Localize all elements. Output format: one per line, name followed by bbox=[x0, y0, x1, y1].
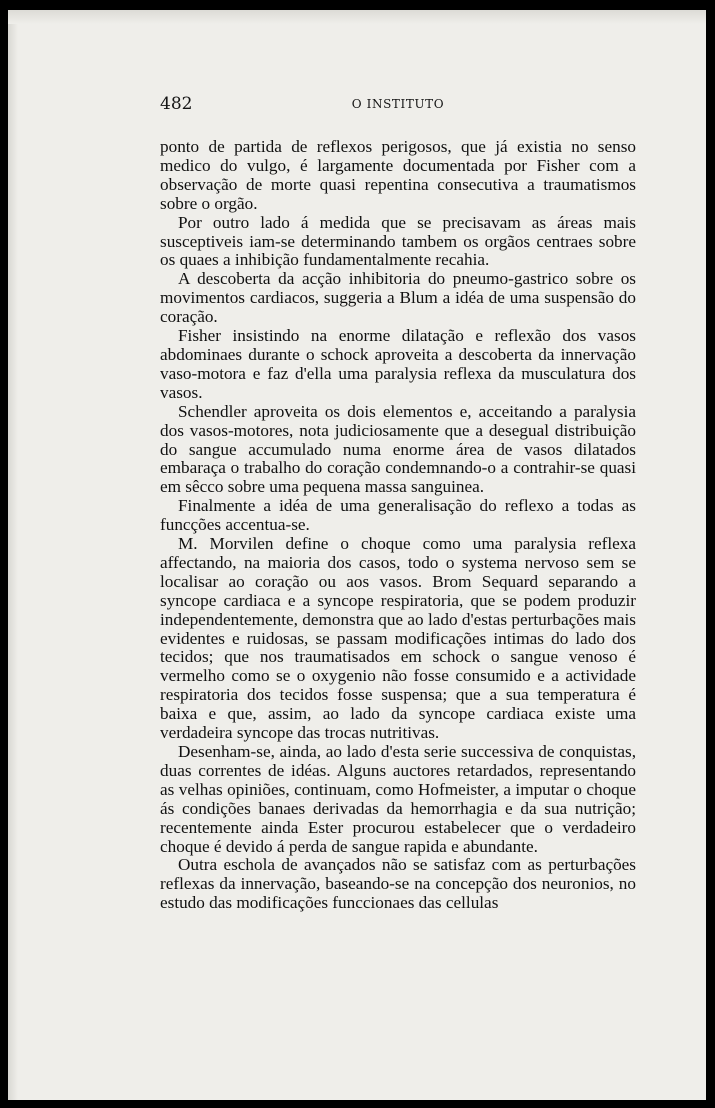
page-number: 482 bbox=[160, 94, 193, 114]
paragraph: Finalmente a idéa de uma generalisação do reflexo a todas as funcções accentua-se. bbox=[160, 496, 636, 535]
paragraph: ponto de partida de reflexos perigosos, que já existia no senso medico do vulgo, é largamente documentada por Fisher com a observação de morte quasi repentina consecutiva a traumatismos sobre o orgão. bbox=[160, 137, 636, 213]
page-header bbox=[160, 94, 636, 118]
scanned-page bbox=[8, 10, 706, 1100]
paragraph: A descoberta da acção inhibitoria do pneumo-gastrico sobre os movimentos cardiacos, suggeria a Blum a idéa de uma suspensão do coração. bbox=[160, 269, 636, 327]
paragraph: Desenham-se, ainda, ao lado d'esta serie successiva de conquistas, duas correntes de idéas. Alguns auctores retardados, representando as velhas opiniões, continuam, como Hofmeister, a imputar o choque ás condições banaes derivadas da hemorrhagia e da sua nutrição; recentemente ainda Ester procurou estabelecer que o verdadeiro choque é devido á perda de sangue rapida e abundante. bbox=[160, 742, 636, 856]
running-title: O INSTITUTO bbox=[351, 97, 445, 111]
paragraph: Outra eschola de avançados não se satisfaz com as perturbações reflexas da innervação, baseando-se na concepção dos neuronios, no estudo das modificações funccionaes das cellulas bbox=[160, 855, 636, 913]
body-text bbox=[160, 138, 636, 913]
paragraph: Schendler aproveita os dois elementos e, acceitando a paralysia dos vasos-motores, nota judiciosamente que a desegual distribuição do sangue accumulado numa enorme área de vasos dilatados embaraça o trabalho do coração condemnando-o a contrahir-se quasi em sêcco sobre uma pequena massa sanguinea. bbox=[160, 401, 636, 497]
scan-shadow-left bbox=[8, 10, 18, 1100]
paragraph: Fisher insistindo na enorme dilatação e reflexão dos vasos abdominaes durante o schock aproveita a descoberta da innervação vaso-motora e faz d'ella uma paralysia reflexa da musculatura dos vasos. bbox=[160, 326, 636, 402]
paragraph: Por outro lado á medida que se precisavam as áreas mais susceptiveis iam-se determinando tambem os orgãos centraes sobre os quaes a inhibição fundamentalmente recahia. bbox=[160, 212, 636, 270]
paragraph: M. Morvilen define o choque como uma paralysia reflexa affectando, na maioria dos casos, todo o systema nervoso sem se localisar ao coração ou aos vasos. Brom Sequard separando a syncope cardiaca e a syncope respiratoria, que se podem produzir independentemente, demonstra que ao lado d'estas perturbações mais evidentes e ruidosas, se passam modificações intimas do lado dos tecidos; que nos traumatisados em schock o sangue venoso é vermelho como se o oxygenio não fosse consumido e a actividade respiratoria dos tecidos fosse suspensa; que a sua temperatura é baixa e que, assim, ao lado da syncope cardiaca existe uma verdadeira syncope das trocas nutritivas. bbox=[160, 534, 636, 743]
scan-shadow-top bbox=[8, 10, 706, 24]
